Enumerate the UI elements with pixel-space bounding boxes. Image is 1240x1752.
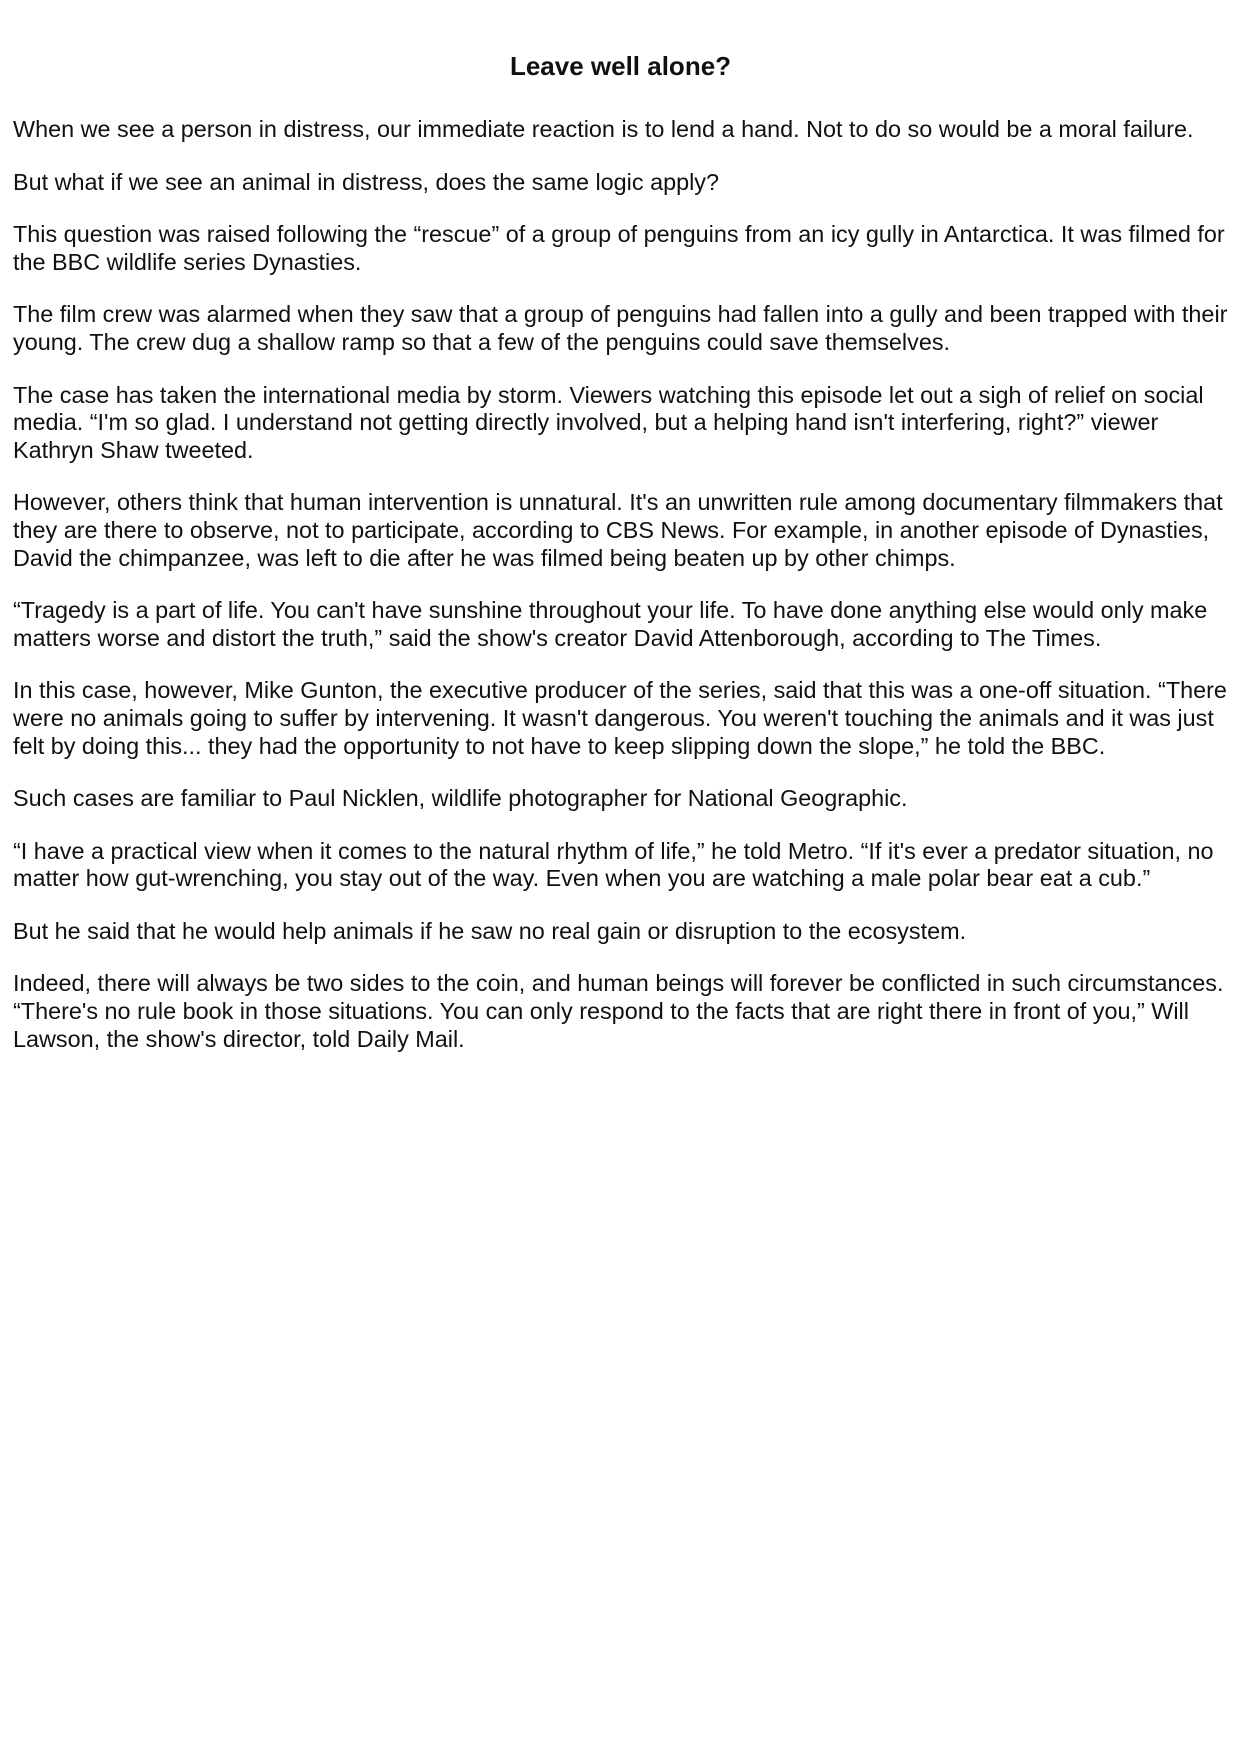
paragraph-10: “I have a practical view when it comes to the natural rhythm of life,” he told Metro. “If it's ever a predator situation, no matter how gut-wrenching, you stay out of the way. Even when you are watching a male polar bear eat a cub.” (13, 837, 1214, 892)
paragraph-12: Indeed, there will always be two sides to the coin, and human beings will forever be conflicted in such circumstances. “There's no rule book in those situations. You can only respond to the facts that are right there in front of you,” Will Lawson, the show's director, told Daily Mail. (13, 970, 1224, 1052)
paragraph-6: However, others think that human intervention is unnatural. It's an unwritten rule among documentary filmmakers that they are there to observe, not to participate, according to CBS News. For example, in another episode of Dynasties, David the chimpanzee, was left to die after he was filmed being beaten up by other chimps. (13, 489, 1223, 571)
article-body (13, 116, 1228, 1053)
paragraph-7: “Tragedy is a part of life. You can't have sunshine throughout your life. To have done anything else would only make matters worse and distort the truth,” said the show's creator David Attenborough, according to The Times. (13, 597, 1208, 651)
paragraph-5: The case has taken the international media by storm. Viewers watching this episode let out a sigh of relief on social media. “I'm so glad. I understand not getting directly involved, but a helping hand isn't interfering, right?” viewer Kathryn Shaw tweeted. (13, 381, 1204, 463)
paragraph-3: This question was raised following the “rescue” of a group of penguins from an icy gully in Antarctica. It was filmed for the BBC wildlife series Dynasties. (13, 221, 1225, 275)
paragraph-2: But what if we see an animal in distress, does the same logic apply? (13, 168, 719, 195)
paragraph-11: But he said that he would help animals if he saw no real gain or disruption to the ecosystem. (13, 917, 967, 944)
paragraph-4: The film crew was alarmed when they saw that a group of penguins had fallen into a gully and been trapped with their young. The crew dug a shallow ramp so that a few of the penguins could save themselves. (13, 301, 1228, 355)
paragraph-1: When we see a person in distress, our immediate reaction is to lend a hand. Not to do so would be a moral failure. (13, 116, 1194, 142)
paragraph-9: Such cases are familiar to Paul Nicklen, wildlife photographer for National Geographic. (13, 785, 908, 812)
paragraph-8: In this case, however, Mike Gunton, the executive producer of the series, said that this was a one-off situation. “There were no animals going to suffer by intervening. It wasn't dangerous. You weren't touching the animals and it was just felt by doing this... they had the opportunity to not have to keep slipping down the slope,” he told the BBC. (13, 677, 1227, 759)
article-title: Leave well alone? (509, 51, 732, 81)
